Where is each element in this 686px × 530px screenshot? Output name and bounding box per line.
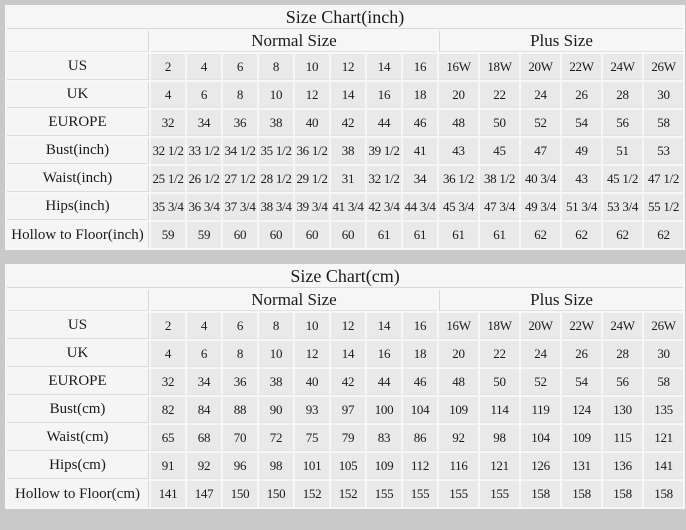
size-value-cell: 124 — [562, 397, 601, 423]
row-label: UK — [7, 82, 149, 108]
size-value-cell: 54 — [562, 369, 601, 395]
size-value-cell: 14 — [367, 313, 401, 339]
size-value-cell: 28 — [603, 82, 642, 108]
size-value-cell: 141 — [644, 453, 683, 479]
size-value-cell: 62 — [562, 222, 601, 248]
size-value-cell: 4 — [151, 341, 185, 367]
size-value-cell: 31 — [331, 166, 365, 192]
size-value-cell: 16W — [439, 313, 478, 339]
size-value-cell: 32 1/2 — [151, 138, 185, 164]
size-value-cell: 101 — [295, 453, 329, 479]
size-value-cell: 36 1/2 — [439, 166, 478, 192]
size-value-cell: 49 3/4 — [521, 194, 560, 220]
size-value-cell: 4 — [187, 313, 221, 339]
size-value-cell: 79 — [331, 425, 365, 451]
size-value-cell: 29 1/2 — [295, 166, 329, 192]
size-value-cell: 91 — [151, 453, 185, 479]
size-value-cell: 72 — [259, 425, 293, 451]
size-value-cell: 30 — [644, 341, 683, 367]
row-label: Bust(inch) — [7, 138, 149, 164]
size-value-cell: 158 — [644, 481, 683, 507]
size-value-cell: 35 3/4 — [151, 194, 185, 220]
size-value-cell: 44 — [367, 110, 401, 136]
size-value-cell: 41 3/4 — [331, 194, 365, 220]
size-value-cell: 158 — [603, 481, 642, 507]
size-value-cell: 126 — [521, 453, 560, 479]
size-value-cell: 75 — [295, 425, 329, 451]
row-label: Hips(cm) — [7, 453, 149, 479]
size-value-cell: 152 — [295, 481, 329, 507]
size-value-cell: 26W — [644, 313, 683, 339]
size-value-cell: 100 — [367, 397, 401, 423]
size-value-cell: 2 — [151, 54, 185, 80]
size-value-cell: 62 — [644, 222, 683, 248]
size-value-cell: 131 — [562, 453, 601, 479]
size-value-cell: 42 — [331, 110, 365, 136]
size-value-cell: 104 — [521, 425, 560, 451]
size-value-cell: 12 — [331, 54, 365, 80]
size-value-cell: 155 — [480, 481, 519, 507]
size-value-cell: 60 — [223, 222, 257, 248]
size-value-cell: 150 — [223, 481, 257, 507]
size-value-cell: 45 1/2 — [603, 166, 642, 192]
size-value-cell: 26 1/2 — [187, 166, 221, 192]
size-value-cell: 82 — [151, 397, 185, 423]
size-value-cell: 98 — [259, 453, 293, 479]
size-value-cell: 42 — [331, 369, 365, 395]
column-group-normal: Normal Size — [151, 290, 437, 311]
size-value-cell: 45 — [480, 138, 519, 164]
size-value-cell: 47 1/2 — [644, 166, 683, 192]
size-value-cell: 34 — [187, 110, 221, 136]
size-value-cell: 40 3/4 — [521, 166, 560, 192]
size-value-cell: 22 — [480, 82, 519, 108]
size-value-cell: 97 — [331, 397, 365, 423]
size-value-cell: 58 — [644, 369, 683, 395]
size-value-cell: 83 — [367, 425, 401, 451]
size-value-cell: 34 1/2 — [223, 138, 257, 164]
size-value-cell: 16 — [403, 54, 437, 80]
size-value-cell: 43 — [439, 138, 478, 164]
size-value-cell: 32 — [151, 369, 185, 395]
size-value-cell: 158 — [521, 481, 560, 507]
row-label: Hollow to Floor(cm) — [7, 481, 149, 507]
size-value-cell: 36 — [223, 369, 257, 395]
size-value-cell: 41 — [403, 138, 437, 164]
size-value-cell: 44 — [367, 369, 401, 395]
size-value-cell: 10 — [259, 341, 293, 367]
size-value-cell: 152 — [331, 481, 365, 507]
size-value-cell: 54 — [562, 110, 601, 136]
size-value-cell: 59 — [187, 222, 221, 248]
size-value-cell: 20 — [439, 82, 478, 108]
size-value-cell: 150 — [259, 481, 293, 507]
size-chart-cm-table — [5, 264, 685, 509]
size-value-cell: 33 1/2 — [187, 138, 221, 164]
size-value-cell: 155 — [403, 481, 437, 507]
size-value-cell: 44 3/4 — [403, 194, 437, 220]
size-value-cell: 90 — [259, 397, 293, 423]
chart-title: Size Chart(inch) — [7, 7, 683, 29]
size-value-cell: 92 — [439, 425, 478, 451]
size-value-cell: 119 — [521, 397, 560, 423]
size-value-cell: 115 — [603, 425, 642, 451]
size-value-cell: 62 — [521, 222, 560, 248]
row-label: US — [7, 313, 149, 339]
size-value-cell: 38 — [259, 369, 293, 395]
size-value-cell: 55 1/2 — [644, 194, 683, 220]
column-group-normal: Normal Size — [151, 31, 437, 52]
size-value-cell: 96 — [223, 453, 257, 479]
size-value-cell: 6 — [187, 82, 221, 108]
size-value-cell: 28 1/2 — [259, 166, 293, 192]
size-value-cell: 16W — [439, 54, 478, 80]
row-label: UK — [7, 341, 149, 367]
size-value-cell: 26W — [644, 54, 683, 80]
size-value-cell: 27 1/2 — [223, 166, 257, 192]
size-value-cell: 60 — [295, 222, 329, 248]
size-value-cell: 20 — [439, 341, 478, 367]
size-value-cell: 35 1/2 — [259, 138, 293, 164]
size-value-cell: 38 3/4 — [259, 194, 293, 220]
size-value-cell: 112 — [403, 453, 437, 479]
size-value-cell: 47 — [521, 138, 560, 164]
size-value-cell: 65 — [151, 425, 185, 451]
size-value-cell: 16 — [367, 341, 401, 367]
size-value-cell: 147 — [187, 481, 221, 507]
row-label: Waist(cm) — [7, 425, 149, 451]
size-value-cell: 36 3/4 — [187, 194, 221, 220]
size-value-cell: 155 — [367, 481, 401, 507]
size-value-cell: 18W — [480, 313, 519, 339]
size-value-cell: 109 — [439, 397, 478, 423]
size-value-cell: 56 — [603, 110, 642, 136]
size-value-cell: 12 — [295, 82, 329, 108]
size-value-cell: 50 — [480, 369, 519, 395]
size-value-cell: 59 — [151, 222, 185, 248]
size-value-cell: 4 — [187, 54, 221, 80]
size-value-cell: 135 — [644, 397, 683, 423]
size-value-cell: 121 — [480, 453, 519, 479]
row-label: Hollow to Floor(inch) — [7, 222, 149, 248]
size-value-cell: 24 — [521, 82, 560, 108]
size-value-cell: 26 — [562, 341, 601, 367]
size-value-cell: 130 — [603, 397, 642, 423]
size-value-cell: 10 — [295, 54, 329, 80]
size-value-cell: 32 — [151, 110, 185, 136]
size-value-cell: 20W — [521, 54, 560, 80]
size-value-cell: 47 3/4 — [480, 194, 519, 220]
size-value-cell: 46 — [403, 110, 437, 136]
size-value-cell: 34 — [187, 369, 221, 395]
size-value-cell: 86 — [403, 425, 437, 451]
size-value-cell: 121 — [644, 425, 683, 451]
size-value-cell: 109 — [562, 425, 601, 451]
size-value-cell: 38 — [331, 138, 365, 164]
size-value-cell: 8 — [259, 313, 293, 339]
size-value-cell: 36 1/2 — [295, 138, 329, 164]
size-value-cell: 14 — [331, 341, 365, 367]
row-label: Waist(inch) — [7, 166, 149, 192]
size-value-cell: 104 — [403, 397, 437, 423]
size-value-cell: 60 — [331, 222, 365, 248]
size-value-cell: 105 — [331, 453, 365, 479]
column-group-plus: Plus Size — [439, 290, 683, 311]
size-chart-inch-table — [5, 5, 685, 250]
size-value-cell: 114 — [480, 397, 519, 423]
size-value-cell: 136 — [603, 453, 642, 479]
size-value-cell: 12 — [331, 313, 365, 339]
size-value-cell: 37 3/4 — [223, 194, 257, 220]
size-value-cell: 18 — [403, 82, 437, 108]
size-value-cell: 45 3/4 — [439, 194, 478, 220]
size-value-cell: 61 — [439, 222, 478, 248]
size-value-cell: 8 — [259, 54, 293, 80]
size-value-cell: 52 — [521, 369, 560, 395]
size-value-cell: 32 1/2 — [367, 166, 401, 192]
size-value-cell: 36 — [223, 110, 257, 136]
size-value-cell: 6 — [187, 341, 221, 367]
column-group-plus: Plus Size — [439, 31, 683, 52]
row-label: Hips(inch) — [7, 194, 149, 220]
row-label: US — [7, 54, 149, 80]
size-value-cell: 6 — [223, 54, 257, 80]
size-value-cell: 8 — [223, 82, 257, 108]
size-value-cell: 53 — [644, 138, 683, 164]
size-value-cell: 141 — [151, 481, 185, 507]
size-value-cell: 51 3/4 — [562, 194, 601, 220]
size-value-cell: 61 — [367, 222, 401, 248]
size-value-cell: 16 — [367, 82, 401, 108]
size-value-cell: 38 — [259, 110, 293, 136]
size-value-cell: 42 3/4 — [367, 194, 401, 220]
size-value-cell: 20W — [521, 313, 560, 339]
row-label: EUROPE — [7, 369, 149, 395]
size-value-cell: 34 — [403, 166, 437, 192]
chart-title: Size Chart(cm) — [7, 266, 683, 288]
size-value-cell: 39 1/2 — [367, 138, 401, 164]
size-value-cell: 43 — [562, 166, 601, 192]
row-label: EUROPE — [7, 110, 149, 136]
size-value-cell: 8 — [223, 341, 257, 367]
size-value-cell: 14 — [367, 54, 401, 80]
size-value-cell: 52 — [521, 110, 560, 136]
size-value-cell: 40 — [295, 110, 329, 136]
size-value-cell: 46 — [403, 369, 437, 395]
size-value-cell: 24 — [521, 341, 560, 367]
size-value-cell: 155 — [439, 481, 478, 507]
size-value-cell: 70 — [223, 425, 257, 451]
size-value-cell: 60 — [259, 222, 293, 248]
corner-cell — [7, 290, 149, 311]
size-value-cell: 6 — [223, 313, 257, 339]
size-value-cell: 14 — [331, 82, 365, 108]
size-value-cell: 61 — [403, 222, 437, 248]
row-label: Bust(cm) — [7, 397, 149, 423]
size-value-cell: 22W — [562, 54, 601, 80]
size-value-cell: 2 — [151, 313, 185, 339]
size-value-cell: 62 — [603, 222, 642, 248]
size-value-cell: 24W — [603, 313, 642, 339]
size-value-cell: 84 — [187, 397, 221, 423]
size-value-cell: 116 — [439, 453, 478, 479]
size-value-cell: 10 — [295, 313, 329, 339]
size-value-cell: 10 — [259, 82, 293, 108]
size-value-cell: 51 — [603, 138, 642, 164]
size-value-cell: 18 — [403, 341, 437, 367]
size-value-cell: 4 — [151, 82, 185, 108]
size-value-cell: 30 — [644, 82, 683, 108]
size-value-cell: 26 — [562, 82, 601, 108]
size-value-cell: 50 — [480, 110, 519, 136]
size-value-cell: 12 — [295, 341, 329, 367]
size-value-cell: 28 — [603, 341, 642, 367]
size-value-cell: 18W — [480, 54, 519, 80]
size-value-cell: 61 — [480, 222, 519, 248]
size-value-cell: 40 — [295, 369, 329, 395]
size-value-cell: 25 1/2 — [151, 166, 185, 192]
size-value-cell: 56 — [603, 369, 642, 395]
size-value-cell: 98 — [480, 425, 519, 451]
size-value-cell: 22W — [562, 313, 601, 339]
size-value-cell: 22 — [480, 341, 519, 367]
size-value-cell: 68 — [187, 425, 221, 451]
size-value-cell: 16 — [403, 313, 437, 339]
size-value-cell: 93 — [295, 397, 329, 423]
size-value-cell: 49 — [562, 138, 601, 164]
size-value-cell: 109 — [367, 453, 401, 479]
size-value-cell: 38 1/2 — [480, 166, 519, 192]
size-value-cell: 48 — [439, 369, 478, 395]
size-value-cell: 92 — [187, 453, 221, 479]
size-value-cell: 48 — [439, 110, 478, 136]
size-value-cell: 58 — [644, 110, 683, 136]
size-value-cell: 24W — [603, 54, 642, 80]
corner-cell — [7, 31, 149, 52]
size-value-cell: 158 — [562, 481, 601, 507]
size-value-cell: 53 3/4 — [603, 194, 642, 220]
size-value-cell: 88 — [223, 397, 257, 423]
size-value-cell: 39 3/4 — [295, 194, 329, 220]
